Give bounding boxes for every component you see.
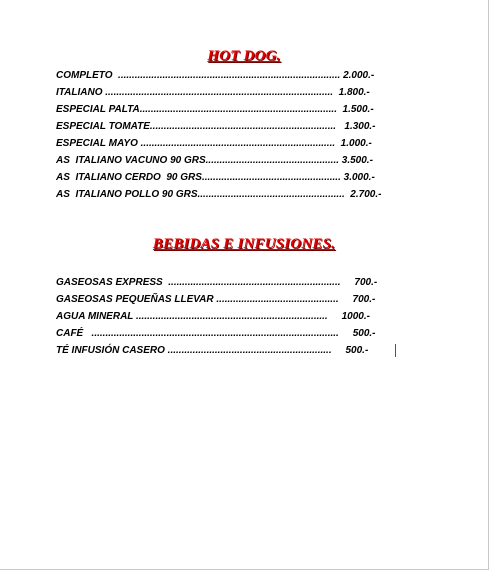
bebidas-heading: BEBIDAS E INFUSIONES. bbox=[152, 236, 336, 252]
menu-item: AS ITALIANO VACUNO 90 GRS................................................ 3.500.- bbox=[56, 155, 373, 166]
menu-item: ITALIANO .................................................................................. 1.800.- bbox=[56, 87, 370, 98]
text-cursor bbox=[395, 344, 396, 357]
menu-item: ESPECIAL MAYO ...................................................................... 1.000.- bbox=[56, 138, 372, 149]
menu-item: GASEOSAS PEQUEÑAS LLEVAR ............................................ 700.- bbox=[56, 294, 376, 305]
menu-item: CAFÉ ......................................................................................... 500.- bbox=[56, 328, 376, 339]
menu-item: GASEOSAS EXPRESS .............................................................. 700.- bbox=[56, 277, 378, 288]
menu-item: ESPECIAL PALTA....................................................................... 1.500.- bbox=[56, 104, 374, 115]
menu-item: COMPLETO ................................................................................ 2.000.- bbox=[56, 70, 375, 81]
hot-dog-heading: HOT DOG. bbox=[207, 48, 281, 64]
menu-item: AS ITALIANO CERDO 90 GRS.................................................. 3.000.- bbox=[56, 172, 375, 183]
menu-item: ESPECIAL TOMATE................................................................... 1.300.- bbox=[56, 121, 376, 132]
menu-item: TÉ INFUSIÓN CASERO ........................................................... 500.- bbox=[56, 345, 369, 356]
menu-item: AS ITALIANO POLLO 90 GRS..................................................... 2.700.- bbox=[56, 189, 382, 200]
menu-item: AGUA MINERAL ..................................................................... 1000.- bbox=[56, 311, 370, 322]
